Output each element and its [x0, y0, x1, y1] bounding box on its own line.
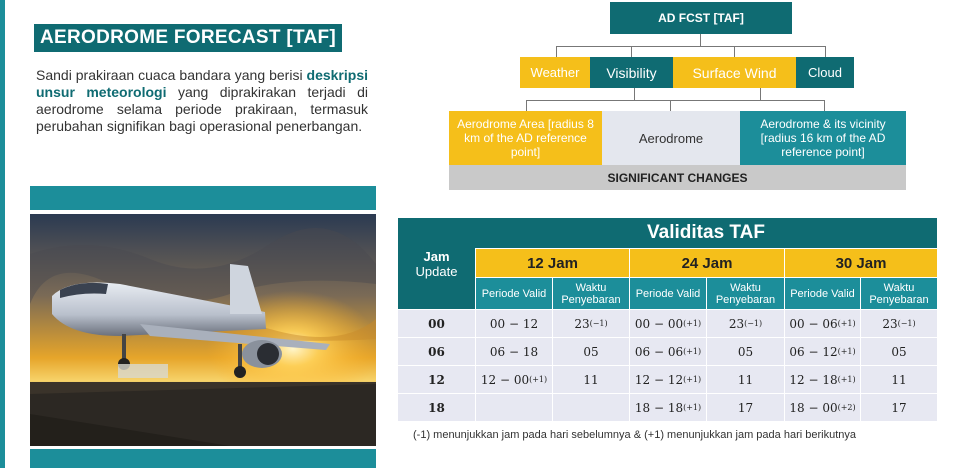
cell-value: 12 − 18	[789, 372, 838, 387]
cell-value: 11	[737, 372, 754, 387]
validitas-table	[398, 218, 938, 428]
cell-value: 17	[737, 400, 754, 415]
cell-value: 23	[728, 316, 745, 331]
diagram-area-vicinity: Aerodrome & its vicinity [radius 16 km of the AD reference point]	[740, 111, 906, 165]
cell-day-offset: (−1)	[589, 319, 608, 328]
row-jam-label: 00	[398, 310, 475, 337]
table-cell	[861, 310, 937, 337]
cell-day-offset: (+1)	[529, 375, 548, 384]
cell-value: 11	[891, 372, 907, 387]
diagram-connector	[556, 46, 826, 47]
table-cell	[707, 394, 784, 421]
table-cell	[707, 338, 784, 365]
cell-value: 11	[583, 372, 599, 387]
diagram-top-box: AD FCST [TAF]	[610, 2, 792, 34]
row-jam-label: 18	[398, 394, 475, 421]
cell-value: 18 − 18	[634, 400, 684, 415]
table-cell	[553, 310, 629, 337]
diagram-connector	[526, 100, 527, 111]
cell-day-offset: (+1)	[837, 347, 856, 356]
cell-day-offset: (+1)	[683, 347, 702, 356]
cell-value: 06 − 06	[634, 344, 684, 359]
airplane-sunset-photo	[30, 214, 376, 446]
table-cell	[476, 338, 552, 365]
cell-day-offset: (+1)	[683, 403, 702, 412]
group-header-30: 30 Jam	[785, 249, 937, 277]
subheader-periode: Periode Valid	[476, 278, 552, 309]
table-cell	[707, 366, 784, 393]
group-header-24: 24 Jam	[630, 249, 784, 277]
diagram-significant-changes: SIGNIFICANT CHANGES	[449, 165, 906, 190]
diagram-element-visibility: Visibility	[590, 57, 673, 88]
table-cell	[630, 366, 706, 393]
page-title: AERODROME FORECAST [TAF]	[36, 26, 340, 50]
cell-value: 18 − 00	[789, 400, 838, 415]
jam-update-header	[398, 218, 475, 309]
diagram-connector	[825, 46, 826, 57]
jam-label: Jam	[423, 248, 450, 264]
table-cell	[861, 338, 937, 365]
row-jam-label: 06	[398, 338, 475, 365]
cell-value: 12 − 12	[634, 372, 684, 387]
table-cell	[707, 310, 784, 337]
cell-day-offset: (+1)	[683, 319, 702, 328]
diagram-connector	[670, 100, 671, 111]
update-label: Update	[415, 263, 458, 279]
left-accent-bar	[0, 0, 5, 468]
decorative-strip-bottom	[30, 449, 376, 468]
table-cell	[553, 366, 629, 393]
group-header-12: 12 Jam	[476, 249, 629, 277]
table-cell	[630, 338, 706, 365]
diagram-area-aerodrome-area: Aerodrome Area [radius 8 km of the AD reference point]	[449, 111, 602, 165]
cell-day-offset: (−1)	[897, 319, 916, 328]
diagram-connector	[526, 100, 636, 101]
diagram-connector	[734, 46, 735, 57]
subheader-waktu: Waktu Penyebaran	[861, 278, 937, 309]
table-cell	[785, 394, 860, 421]
cell-value: 06 − 18	[489, 344, 539, 359]
subheader-periode: Periode Valid	[630, 278, 706, 309]
cell-value: 05	[891, 344, 907, 359]
diagram-element-cloud: Cloud	[796, 57, 854, 88]
table-cell	[630, 394, 706, 421]
cell-value: 23	[574, 316, 590, 331]
cell-value: 06 − 12	[789, 344, 838, 359]
diagram-element-weather: Weather	[520, 57, 590, 88]
cell-day-offset: (+2)	[837, 403, 856, 412]
table-cell	[476, 366, 552, 393]
table-footnote: (-1) menunjukkan jam pada hari sebelumnya & (+1) menunjukkan jam pada hari berikutnya	[413, 429, 856, 441]
table-cell	[785, 338, 860, 365]
table-cell	[861, 366, 937, 393]
cell-value: 12 − 00	[480, 372, 530, 387]
description-paragraph: Sandi prakiraan cuaca bandara yang berisi deskripsi unsur meteorologi yang diprakirakan terjadi di aerodrome selama periode prakiraan, termasuk perubahan signifikan bagi operasional penerbangan.	[36, 67, 368, 134]
diagram-connector	[760, 100, 824, 101]
diagram-connector	[760, 88, 761, 100]
diagram-element-surface-wind: Surface Wind	[673, 57, 796, 88]
cell-value: 17	[891, 400, 907, 415]
table-cell	[476, 394, 552, 421]
cell-value: 00 − 00	[634, 316, 684, 331]
description-highlight: deskripsi unsur meteorologi	[36, 67, 368, 100]
subheader-periode: Periode Valid	[785, 278, 860, 309]
cell-value: 23	[882, 316, 898, 331]
row-jam-label: 12	[398, 366, 475, 393]
cell-day-offset: (+1)	[837, 319, 856, 328]
cell-value: 05	[583, 344, 599, 359]
cell-day-offset: (−1)	[744, 319, 763, 328]
cell-value: 05	[737, 344, 754, 359]
table-cell	[553, 394, 629, 421]
table-cell	[785, 366, 860, 393]
decorative-strip-top	[30, 186, 376, 210]
diagram-connector	[700, 34, 701, 46]
diagram-connector	[824, 100, 825, 111]
cell-value: 00 − 06	[789, 316, 838, 331]
table-cell	[630, 310, 706, 337]
subheader-waktu: Waktu Penyebaran	[553, 278, 629, 309]
cell-day-offset: (+1)	[837, 375, 856, 384]
subheader-waktu: Waktu Penyebaran	[707, 278, 784, 309]
validitas-title: Validitas TAF	[475, 218, 937, 248]
diagram-connector	[634, 88, 635, 100]
diagram-connector	[634, 100, 761, 101]
diagram-area-aerodrome: Aerodrome	[602, 111, 740, 165]
diagram-connector	[556, 46, 557, 57]
diagram-connector	[631, 46, 632, 57]
table-cell	[553, 338, 629, 365]
table-cell	[861, 394, 937, 421]
cell-value: 00 − 12	[489, 316, 539, 331]
table-cell	[476, 310, 552, 337]
table-cell	[785, 310, 860, 337]
cell-day-offset: (+1)	[683, 375, 702, 384]
